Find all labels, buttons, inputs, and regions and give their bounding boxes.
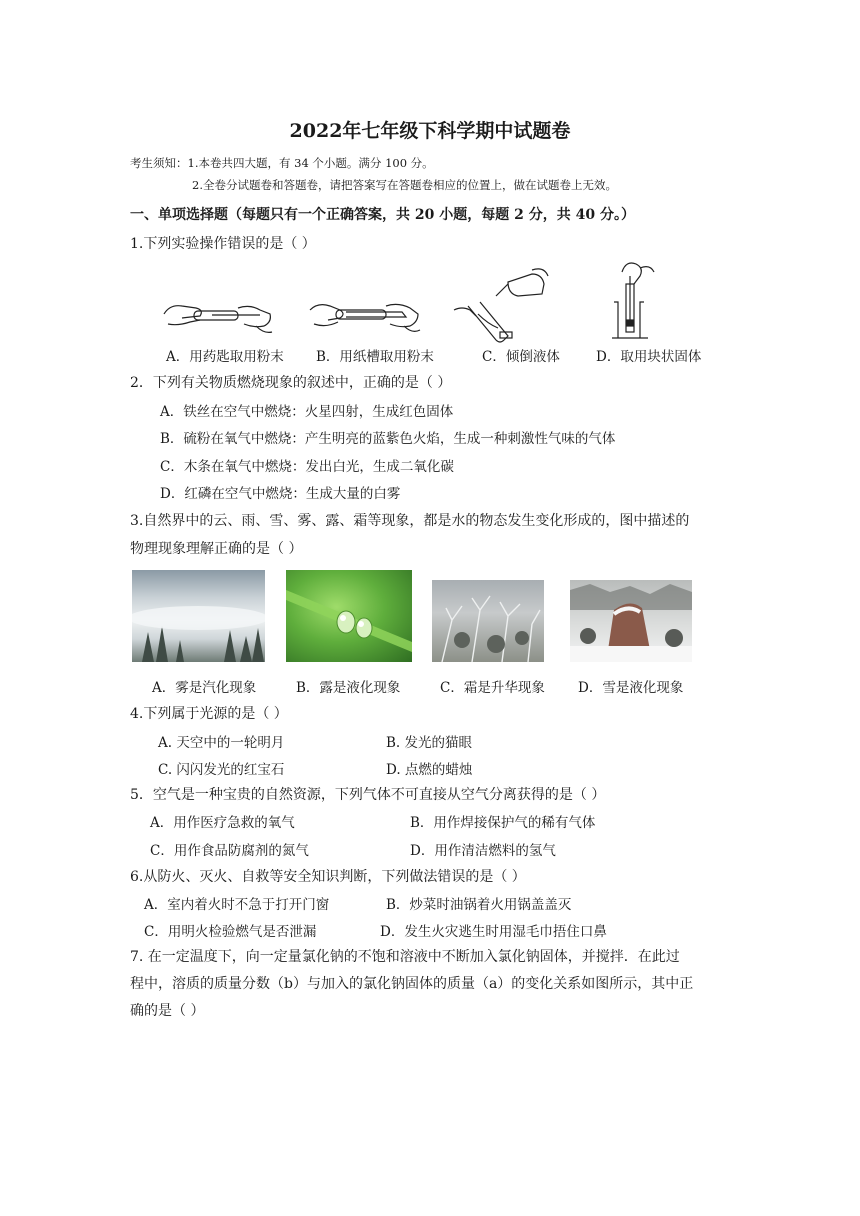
page-title: 2022年七年级下科学期中试题卷 [289,120,571,142]
question-5-stem: 5．空气是一种宝贵的自然资源，下列气体不可直接从空气分离获得的是（ ） [130,787,606,803]
question-3-stem-line-1: 3.自然界中的云、雨、雪、雾、露、霜等现象，都是水的物态发生变化形成的，图中描述的 [130,513,690,529]
q1-figure-d-solid-block [600,258,660,344]
q4-option-a[interactable]: A. 天空中的一轮明月 [158,735,285,751]
q6-option-c[interactable]: C．用明火检验燃气是否泄漏 [144,924,317,940]
q3-photo-dew [286,570,412,662]
q3-photo-fog [132,570,265,662]
q1-option-a[interactable]: A．用药匙取用粉末 [166,349,284,365]
q1-figure-a-spoon-powder [160,290,278,342]
q4-option-d[interactable]: D. 点燃的蜡烛 [386,762,473,778]
question-6-stem: 6.从防火、灭火、自救等安全知识判断，下列做法错误的是（ ） [130,869,526,885]
q5-option-a[interactable]: A．用作医疗急救的氧气 [150,815,295,831]
q6-option-d[interactable]: D．发生火灾逃生时用湿毛巾捂住口鼻 [380,924,607,940]
section-heading-1: 一、单项选择题（每题只有一个正确答案，共 20 小题，每题 2 分，共 40 分。） [130,207,635,223]
notice-line-1: 考生须知：1.本卷共四大题，有 34 个小题。满分 100 分。 [130,156,434,170]
q3-option-b[interactable]: B．露是液化现象 [296,680,401,696]
q5-option-b[interactable]: B．用作焊接保护气的稀有气体 [410,815,596,831]
q4-option-b[interactable]: B. 发光的猫眼 [386,735,473,751]
q4-option-c[interactable]: C. 闪闪发光的红宝石 [158,762,285,778]
question-1-stem: 1.下列实验操作错误的是（ ） [130,236,316,252]
q3-photo-frost [432,580,544,662]
q1-option-d[interactable]: D．取用块状固体 [596,349,702,365]
q3-option-d[interactable]: D．雪是液化现象 [578,680,684,696]
q1-option-c[interactable]: C．倾倒液体 [482,349,560,365]
q6-option-a[interactable]: A．室内着火时不急于打开门窗 [144,897,330,913]
question-7-stem-line-1: 7. 在一定温度下，向一定量氯化钠的不饱和溶液中不断加入氯化钠固体，并搅拌．在此过 [130,949,680,965]
q3-option-a[interactable]: A．雾是汽化现象 [152,680,257,696]
q2-option-b[interactable]: B．硫粉在氧气中燃烧：产生明亮的蓝紫色火焰，生成一种刺激性气味的气体 [160,431,616,447]
q1-figure-c-pour-liquid [448,266,552,346]
question-3-stem-line-2: 物理现象理解正确的是（ ） [130,541,303,557]
question-7-stem-line-2: 程中，溶质的质量分数（b）与加入的氯化钠固体的质量（a）的变化关系如图所示，其中正 [130,976,694,992]
q3-photo-snow [570,580,692,662]
q6-option-b[interactable]: B．炒菜时油锅着火用锅盖盖灭 [386,897,572,913]
q2-option-a[interactable]: A．铁丝在空气中燃烧：火星四射，生成红色固体 [160,404,454,420]
question-4-stem: 4.下列属于光源的是（ ） [130,706,288,722]
q1-option-b[interactable]: B．用纸槽取用粉末 [316,349,434,365]
notice-line-2: 2.全卷分试题卷和答题卷，请把答案写在答题卷相应的位置上，做在试题卷上无效。 [192,178,617,192]
question-2-stem: 2．下列有关物质燃烧现象的叙述中，正确的是（ ） [130,375,452,391]
q2-option-d[interactable]: D．红磷在空气中燃烧：生成大量的白雾 [160,486,401,502]
question-7-stem-line-3: 确的是（ ） [130,1003,205,1019]
q1-figure-b-paper-trough [306,290,424,342]
q2-option-c[interactable]: C．木条在氧气中燃烧：发出白光，生成二氧化碳 [160,459,454,475]
q5-option-d[interactable]: D．用作清洁燃料的氢气 [410,843,556,859]
q3-option-c[interactable]: C．霜是升华现象 [440,680,545,696]
q5-option-c[interactable]: C．用作食品防腐剂的氮气 [150,843,309,859]
